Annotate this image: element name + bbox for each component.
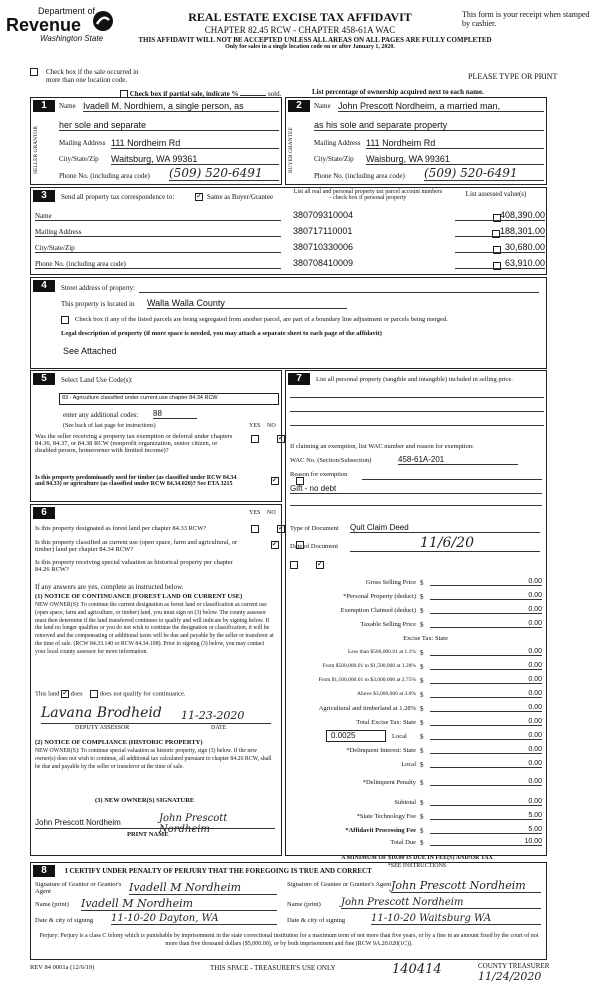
dollar-sign: $ [420, 677, 424, 685]
land-use-label: Select Land Use Code(s): [61, 376, 133, 384]
dept-label: Department of [38, 6, 96, 16]
seller-side-label: SELLER GRANTOR [33, 125, 39, 175]
table-row [293, 210, 545, 226]
assessed-value[interactable]: 30,680.00 [455, 242, 545, 253]
new-owner-line [35, 828, 275, 829]
dollar-sign: $ [420, 649, 424, 657]
logo-mark-icon [92, 10, 114, 32]
county-treasurer-label: COUNTY TREASURER [478, 962, 550, 970]
receipt-note: This form is your receipt when stamped by cashier. [462, 10, 590, 28]
tax-row-label: *Delinquent Penalty [362, 779, 416, 786]
local-value[interactable]: 0.00 [430, 732, 542, 740]
new-owner-sig-label: (3) NEW OWNER(S) SIGNATURE [95, 797, 195, 804]
tax-row-label: *Affidavit Processing Fee [345, 827, 416, 834]
dollar-sign: $ [420, 827, 424, 835]
section-1-seller [30, 97, 282, 185]
assessor-signature[interactable]: Lavana Brodheid [41, 705, 162, 721]
taxable-price-value[interactable]: 0.00 [430, 620, 542, 628]
date-label: DATE [211, 725, 227, 731]
grantee-sig-label: Signature of Grantee or Grantee's Agent [287, 881, 392, 888]
forest-yes-checkbox[interactable] [251, 525, 259, 533]
tax-row-label: Local [392, 733, 407, 740]
interest-local-value[interactable]: 0.00 [430, 760, 542, 768]
personal-property-field-2[interactable] [290, 411, 544, 412]
parcel-col-header: List all real and personal property tax parcel account numbers - check box if personal property [293, 189, 443, 201]
instructions-note: (See back of last page for instructions) [63, 423, 156, 429]
section-3-correspondence [30, 187, 547, 275]
penalty-value[interactable]: 0.00 [430, 778, 542, 786]
dollar-sign: $ [420, 761, 424, 769]
seller-address[interactable]: 111 Nordheim Rd [111, 138, 279, 149]
no-header: NO [267, 423, 276, 429]
section-2-buyer [285, 97, 547, 185]
section-7-personal-property [285, 370, 547, 869]
grantee-name[interactable]: John Prescott Nordheim [341, 897, 541, 909]
dollar-sign: $ [420, 839, 424, 847]
processing-fee-value[interactable]: 5.00 [430, 826, 542, 834]
exemption-label: If claiming an exemption, list WAC number and reason for exemption: [290, 443, 474, 450]
seller-city[interactable]: Waitsburg, WA 99361 [111, 154, 279, 165]
tax-row-label: Agricultural and timberland at 1.28% [318, 705, 416, 712]
notice-1-body: NEW OWNER(S): To continue the current designation as forest land or classification as current use (open space, farm and agriculture, or timber) land, you must sign on (3) below. The county assessor must then determine if the land transferred continues to qualify and will indicate by signing below. If the land no longer qualifies or you do not wish to continue the designation or classification, it will be removed and the compensating or additional taxes will be due and payable by the seller or transferor at the time of sale. (RCW 84.33.140 or RCW 84.34.108). Prior to signing (3) below, you may contact your local county assessor for more information. [35, 602, 274, 655]
yes-header: YES [249, 423, 261, 429]
tier4-value[interactable]: 0.00 [430, 690, 542, 698]
sold-label: sold. [267, 90, 282, 98]
corr-addr-field[interactable] [35, 236, 281, 237]
see-instructions: *SEE INSTRUCTIONS [387, 863, 447, 869]
notice-2-title: (2) NOTICE OF COMPLIANCE (HISTORIC PROPERTY) [35, 739, 203, 746]
name-label: Name [314, 102, 331, 110]
deputy-label: DEPUTY ASSESSOR [75, 725, 130, 731]
legal-label: Legal description of property (if more space is needed, you may attach a separate sheet to each page of the affidavit) [61, 330, 382, 337]
does-not-label: does not qualify for continuance. [99, 690, 186, 698]
assessed-value[interactable]: 408,390.00 [455, 210, 545, 221]
treasurer-use-label: THIS SPACE - TREASURER'S USE ONLY [210, 964, 336, 972]
personal-property-field-3[interactable] [290, 425, 544, 426]
buyer-side-label: BUYER GRANTEE [288, 127, 294, 173]
tier1-value[interactable]: 0.00 [430, 648, 542, 656]
assessed-value[interactable]: 63,910.00 [455, 258, 545, 269]
does-checkbox[interactable] [61, 690, 69, 698]
local-rate[interactable]: 0.0025 [326, 730, 386, 742]
tax-row-label: Less than $500,000.01 at 1.1% [348, 649, 416, 655]
grantor-name[interactable]: Ivadell M Nordheim [81, 897, 277, 911]
buyer-name-line1[interactable]: John Prescott Nordheim, a married man, [338, 101, 544, 112]
tax-row-label: Exemption Claimed (deduct) [340, 607, 416, 614]
dollar-sign: $ [420, 663, 424, 671]
tax-row-label: *Delinquent Interest: State [346, 747, 416, 754]
agricultural-value[interactable]: 0.00 [430, 704, 542, 712]
grantee-date-label: Date & city of signing [287, 917, 346, 924]
segregated-label: Check box if any of the listed parcels are being segregated from another parcel, are part of a boundary line adjustment or parcels being merged. [75, 316, 448, 323]
exemption-question: Was the seller receiving a property tax exemption or deferral under chapters 84.36, 84.37, or 84.38 RCW (nonprofit organization, senior citizen, or disabled person, homeowner with limited income)? [35, 433, 233, 454]
multi-location-checkbox[interactable] [30, 68, 38, 76]
tax-row-label: Excise Tax: State [403, 635, 448, 642]
does-not-checkbox[interactable] [90, 690, 98, 698]
print-name-label: PRINT NAME [127, 831, 169, 838]
section-number: 3 [33, 190, 55, 202]
reason-label: Reason for exemption [290, 471, 348, 478]
total-due-value[interactable]: 10.00 [430, 838, 542, 846]
assessor-sig-line [41, 723, 271, 724]
reason-line [362, 479, 542, 480]
q1-yes-checkbox[interactable] [251, 435, 259, 443]
gross-price-value[interactable]: 0.00 [430, 578, 542, 586]
doc-date-label: Date of Document [290, 543, 339, 550]
section-number: 8 [33, 865, 55, 877]
dollar-sign: $ [420, 593, 424, 601]
dollar-sign: $ [420, 733, 424, 741]
seller-name-line2[interactable]: her sole and separate [59, 120, 279, 131]
buyer-phone[interactable]: (509) 520-6491 [424, 166, 544, 181]
dollar-sign: $ [420, 579, 424, 587]
partial-sale-label: Check box if partial sale, indicate % [129, 90, 239, 98]
send-label: Send all property tax correspondence to: [61, 193, 175, 201]
dollar-sign: $ [420, 779, 424, 787]
current-use-question: Is this property classified as current use (open space, farm and agricultural, or timber) land per chapter 84.34 RCW? [35, 539, 238, 553]
section-8-certification [30, 862, 547, 960]
same-as-grantee-checkbox[interactable] [195, 193, 203, 201]
new-owner-signature[interactable]: John Prescott Nordheim [159, 813, 228, 835]
phone-label: Phone No. (including area code) [314, 172, 405, 180]
doc-type-field[interactable]: Quit Claim Deed [350, 523, 540, 533]
form-title: REAL ESTATE EXCISE TAX AFFIDAVIT [188, 10, 412, 24]
forest-no-checkbox[interactable] [277, 525, 285, 533]
dollar-sign: $ [420, 719, 424, 727]
buyer-name-line2[interactable]: as his sole and separate property [314, 120, 544, 131]
addr-label: Mailing Address [314, 139, 361, 147]
corr-addr-label: Mailing Address [35, 228, 82, 236]
phone-label: Phone No. (including area code) [59, 172, 150, 180]
buyer-address[interactable]: 111 Nordheim Rd [366, 138, 544, 149]
city-label: City/State/Zip [59, 155, 99, 163]
tier3-value[interactable]: 0.00 [430, 676, 542, 684]
multi-location-label: Check box if the sale occurred in more than one location code. [46, 68, 139, 84]
section-number: 1 [33, 100, 55, 112]
minimum-note: A MINIMUM OF $10.00 IS DUE IN FEE(S) AND/OR TAX [341, 855, 493, 861]
corr-name-label: Name [35, 212, 52, 220]
dollar-sign: $ [420, 799, 424, 807]
table-row [293, 242, 545, 258]
tax-row-label: *Personal Property (deduct) [343, 593, 416, 600]
certify-label: I CERTIFY UNDER PENALTY OF PERJURY THAT THE FOREGOING IS TRUE AND CORRECT [65, 867, 372, 875]
located-label: This property is located in [61, 300, 135, 308]
additional-codes-label: enter any additional codes: [63, 411, 139, 419]
section-number: 4 [33, 280, 55, 292]
section-number: 6 [33, 507, 55, 519]
grantor-sig-label: Signature of Grantor or Grantor's Agent [35, 881, 122, 895]
street-label: Street address of property: [61, 284, 136, 292]
no-header: NO [267, 510, 276, 516]
dollar-sign: $ [420, 813, 424, 821]
buyer-city[interactable]: Waisburg, WA 99361 [366, 154, 544, 165]
personal-property-value[interactable]: 0.00 [430, 592, 542, 600]
type-print: PLEASE TYPE OR PRINT [468, 72, 558, 81]
wac-field[interactable]: 458-61A-201 [398, 455, 518, 465]
tax-row-label: Taxable Selling Price [360, 621, 416, 628]
corr-city-label: City/State/Zip [35, 244, 75, 252]
segregated-checkbox[interactable] [61, 316, 69, 324]
section-4-property [30, 277, 547, 369]
q2-yes-checkbox[interactable] [271, 477, 279, 485]
table-row [293, 258, 545, 274]
timber-question: Is this property predominantly used for timber (as classified under RCW 84.34 and 84.33) or agriculture (as classified under RCW 84.34.020)? See ETA 3215 [35, 475, 237, 487]
notice-1-title: (1) NOTICE OF CONTINUANCE (FOREST LAND OR CURRENT USE) [35, 593, 243, 600]
seller-name-line1[interactable]: Ivadell M. Nordhiem, a single person, as [83, 101, 279, 112]
dor-logo [6, 6, 126, 56]
section-number: 5 [33, 373, 55, 385]
additional-codes-field[interactable]: 88 [153, 409, 197, 419]
new-owner-name[interactable]: John Prescott Nordheim [35, 818, 121, 827]
total-state-value[interactable]: 0.00 [430, 718, 542, 726]
parcel-number[interactable]: 380717110001 [293, 226, 353, 236]
grantor-date-city[interactable]: 11-10-20 Dayton, WA [111, 913, 277, 925]
tax-row-label: *State Technology Fee [356, 813, 416, 820]
form-warning: THIS AFFIDAVIT WILL NOT BE ACCEPTED UNLESS ALL AREAS ON ALL PAGES ARE FULLY COMPLETED [138, 36, 492, 44]
form-only: Only for sales in a single location code on or after January 1, 2020. [225, 44, 395, 50]
city-label: City/State/Zip [314, 155, 354, 163]
reason-field-2[interactable] [290, 505, 542, 506]
corr-name-field[interactable] [35, 220, 281, 221]
current-use-yes-checkbox[interactable] [271, 541, 279, 549]
tier2-value[interactable]: 0.00 [430, 662, 542, 670]
grantor-signature[interactable]: Ivadell M Nordheim [129, 881, 277, 895]
corr-phone-label: Phone No. (including area code) [35, 260, 126, 268]
dollar-sign: $ [420, 607, 424, 615]
grantor-date-label: Date & city of signing [35, 917, 94, 924]
dollar-sign: $ [420, 705, 424, 713]
state-label: Washington State [40, 34, 104, 43]
county-field[interactable]: Walla Walla County [147, 298, 347, 309]
q1-no-checkbox[interactable] [277, 435, 285, 443]
tax-row-label: Gross Selling Price [365, 579, 416, 586]
parcel-number[interactable]: 380708410009 [293, 258, 354, 268]
interest-state-value[interactable]: 0.00 [430, 746, 542, 754]
tax-row-label: Total Excise Tax: State [356, 719, 416, 726]
forest-question: Is this property designated as forest land per chapter 84.33 RCW? [35, 525, 207, 532]
tax-row-label: Subtotal [394, 799, 416, 806]
receipt-number: 140414 [392, 962, 442, 977]
grantee-name-label: Name (print) [287, 901, 321, 908]
land-use-select[interactable]: 83 - Agriculture classified under current use chapter 84.34 RCW [59, 393, 279, 405]
this-land-label: This land [35, 690, 60, 698]
grantee-signature[interactable]: John Prescott Nordheim [391, 879, 541, 893]
treasurer-date: 11/24/2020 [478, 970, 542, 983]
addr-label: Mailing Address [59, 139, 106, 147]
dollar-sign: $ [420, 747, 424, 755]
perjury-note: Perjury: Perjury is a class C felony which is punishable by imprisonment in the state correctional institution for a maximum term of not more than five years, or by a fine in an amount fixed by the court of not more than five thousand dollars ($5,000.00), or by both imprisonment and fine (RCW 9A.20.020(1C)). [39, 933, 539, 947]
ownership-note: List percentage of ownership acquired next to each name. [312, 88, 484, 96]
assessed-value[interactable]: 188,301.00 [455, 226, 545, 237]
corr-phone-field[interactable] [35, 268, 281, 269]
yes-header: YES [249, 510, 261, 516]
dollar-sign: $ [420, 691, 424, 699]
revenue-label: Revenue [6, 15, 82, 35]
parcel-number[interactable]: 380709310004 [293, 210, 354, 220]
value-col-header: List assessed value(s) [465, 190, 527, 198]
assessor-date[interactable]: 11-23-2020 [181, 709, 245, 722]
doc-date-field[interactable]: 11/6/20 [350, 535, 540, 552]
notice-2-body: NEW OWNER(S): To continue special valuation as historic property, sign (3) below. If the new owner(s) does not wish to continue, all additional tax calculated pursuant to chapter 84.26 RCW, shall be due and payable by the seller or transferor at the time of sale. [35, 748, 272, 770]
seller-phone[interactable]: (509) 520-6491 [169, 166, 279, 181]
dollar-sign: $ [420, 621, 424, 629]
name-label: Name [59, 102, 76, 110]
personal-property-field-1[interactable] [290, 397, 544, 398]
tech-fee-value[interactable]: 5.00 [430, 812, 542, 820]
reason-field[interactable]: Gift - no debt [290, 484, 542, 494]
any-yes-note: If any answers are yes, complete as instructed below. [35, 583, 184, 591]
table-row [293, 226, 545, 242]
qualify-row [35, 690, 186, 698]
tax-row-label: Local [401, 761, 416, 768]
exemption-value[interactable]: 0.00 [430, 606, 542, 614]
grantor-name-label: Name (print) [35, 901, 69, 908]
parcel-table [293, 210, 545, 274]
form-chapter: CHAPTER 82.45 RCW - CHAPTER 458-61A WAC [204, 25, 396, 35]
section-6-continuance [30, 504, 282, 856]
doc-type-label: Type of Document [290, 525, 339, 532]
personal-property-label: List all personal property (tangible and intangible) included in selling price. [316, 376, 513, 383]
legal-description[interactable]: See Attached [63, 346, 117, 356]
street-field[interactable] [139, 292, 539, 293]
parcel-number[interactable]: 380710330006 [293, 242, 354, 252]
historic-question: Is this property receiving special valuation as historical property per chapter 84.26 RCW? [35, 559, 233, 573]
subtotal-value[interactable]: 0.00 [430, 798, 542, 806]
partial-sale-input[interactable] [240, 88, 266, 96]
section-number: 7 [288, 373, 310, 385]
corr-city-field[interactable] [35, 252, 281, 253]
wac-label: WAC No. (Section/Subsection) [290, 457, 372, 464]
grantee-date-city[interactable]: 11-10-20 Waitsburg WA [371, 913, 541, 925]
multi-location-row [32, 68, 152, 84]
section-5-land-use [30, 370, 282, 502]
form-revision: REV 84 0001a (12/6/19) [30, 964, 95, 971]
does-label: does [70, 690, 83, 698]
tax-row-label: Above $3,000,000 at 3.0% [357, 691, 416, 697]
same-as-grantee-label: Same as Buyer/Grantee [207, 193, 274, 201]
tax-row-label: Total Due [390, 839, 416, 846]
section-number: 2 [288, 100, 310, 112]
tax-row-label: From $500,000.01 to $1,500,000 at 1.28% [322, 663, 416, 669]
tax-row-label: From $1,500,000.01 to $3,000,000 at 2.75% [318, 677, 416, 683]
